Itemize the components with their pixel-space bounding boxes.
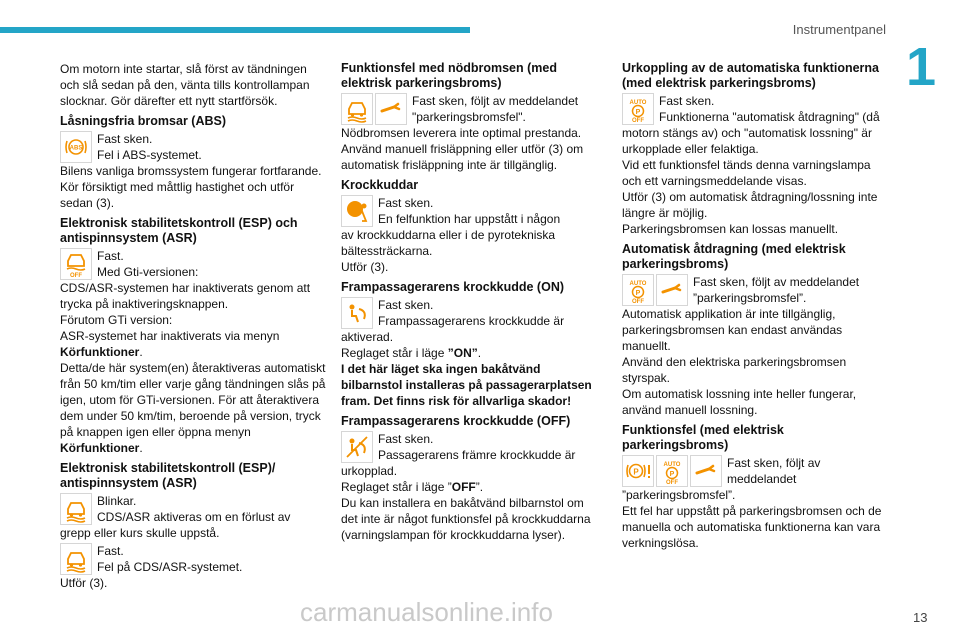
passenger-airbag-on-row <box>341 297 599 329</box>
epb-fault-body-1: ”parkeringsbromsfel”. <box>622 488 736 502</box>
epb-fault-row <box>622 455 888 487</box>
column-1 <box>60 61 328 591</box>
esp-blink-body: grepp eller kurs skulle uppstå. <box>60 526 220 540</box>
airbag-body: av krockkuddarna eller i de pyrotekniska bältessträckarna. <box>341 228 556 258</box>
auto-off-desc: Funktionerna "automatisk åtdragning" (då <box>659 110 880 124</box>
passenger-airbag-off-body-3: Du kan installera en bakåtvänd bilbarnstol om det inte är något funktionsfel på krockkuddarna (varningslampan för krockkuddarna lyser). <box>341 496 591 542</box>
passenger-airbag-on-icon <box>341 297 373 329</box>
parking-brake-fault-icon <box>622 455 654 487</box>
watermark: carmanualsonline.info <box>300 597 553 627</box>
esp-off-body-1: CDS/ASR-systemen har inaktiverats genom att trycka på inaktiveringsknappen. <box>60 281 311 311</box>
esp-fixed-desc: Fel på CDS/ASR-systemet. <box>97 560 243 574</box>
auto-off-icon <box>622 274 654 306</box>
auto-apply-row <box>622 274 888 306</box>
svg-text:P: P <box>633 467 639 477</box>
airbag-desc: En felfunktion har uppstått i någon <box>378 212 561 226</box>
esp-asr-2-heading: Elektronisk stabilitetskontroll (ESP)/ antispinnsystem (ASR) <box>60 461 276 490</box>
airbag-body-2: Utför (3). <box>341 260 389 274</box>
esp-asr-heading: Elektronisk stabilitetskontroll (ESP) och antispinnsystem (ASR) <box>60 216 298 245</box>
parking-brake-auto-off-icon <box>656 455 688 487</box>
svg-text:ABS: ABS <box>69 145 83 152</box>
epb-fault-heading: Funktionsfel (med elektrisk parkeringsbroms) <box>622 423 784 452</box>
auto-off-icon <box>622 93 654 125</box>
abs-status: Fast sken. <box>97 132 153 146</box>
wrench-icon <box>690 455 722 487</box>
auto-off-body-1: motorn stängs av) och "automatisk lossning" är urkopplade eller felaktiga. <box>622 126 872 156</box>
esp-blink-desc: CDS/ASR aktiveras om en förlust av <box>97 510 291 524</box>
child-seat-warning: I det här läget ska ingen bakåtvänd bilbarnstol installeras på passagerarplatsen fram. Det finns risk för allvarliga skador! <box>341 362 592 408</box>
esp-fixed-status: Fast. <box>97 544 124 558</box>
chapter-number: 1 <box>906 37 937 97</box>
intro-text: Om motorn inte startar, slå först av tändningen och slå sedan på den, vänta tills kontrollampan slocknar. Gör därefter ett nytt startförsök. <box>60 62 310 108</box>
emergency-brake-heading: Funktionsfel med nödbromsen (med elektrisk parkeringsbroms) <box>341 61 557 90</box>
header-accent-bar <box>0 27 470 33</box>
auto-off-body-3: Utför (3) om automatisk åtdragning/lossning inte längre är möjlig. <box>622 190 878 220</box>
auto-off-body-4: Parkeringsbromsen kan lossas manuellt. <box>622 222 839 236</box>
esp-off-status: Fast. <box>97 249 124 263</box>
esp-off-row <box>60 248 328 280</box>
airbag-icon <box>341 195 373 227</box>
passenger-airbag-off-body-2: Reglaget står i läge ”OFF”. <box>341 480 484 494</box>
passenger-airbag-off-row <box>341 431 599 463</box>
auto-apply-heading: Automatisk åtdragning (med elektrisk parkeringsbroms) <box>622 242 846 271</box>
airbag-heading: Krockkuddar <box>341 178 419 192</box>
column-3 <box>622 61 888 551</box>
esp-fixed-row <box>60 543 328 575</box>
airbag-row <box>341 195 599 227</box>
column-2 <box>341 61 599 543</box>
passenger-airbag-off-status: Fast sken. <box>378 432 434 446</box>
svg-text:OFF: OFF <box>70 273 82 278</box>
abs-heading: Låsningsfria bromsar (ABS) <box>60 114 227 128</box>
esp-off-icon <box>60 248 92 280</box>
abs-body: Bilens vanliga bromssystem fungerar fortfarande. Kör försiktigt med måttlig hastighet och utför sedan (3). <box>60 164 322 210</box>
auto-off-status: Fast sken. <box>659 94 715 108</box>
esp-icon <box>60 543 92 575</box>
emergency-brake-row <box>341 93 599 125</box>
passenger-airbag-off-icon <box>341 431 373 463</box>
esp-icon <box>341 93 373 125</box>
esp-blink-row <box>60 493 328 525</box>
auto-apply-body-1: Automatisk applikation är inte tillgänglig, parkeringsbromsen kan endast användas manuellt. <box>622 307 843 353</box>
esp-off-body-4: Detta/de här system(en) återaktiveras automatiskt från 50 km/tim eller varje gång tändningen slås på igen, utom för GTi-versionen. För att återaktivera dem under 50 km/tim, beroende på version, tryck på knappen igen eller öppna menyn Körfunktioner. <box>60 361 326 455</box>
section-title: Instrumentpanel <box>792 22 886 37</box>
abs-row <box>60 131 328 163</box>
esp-icon <box>60 493 92 525</box>
esp-off-body-3: ASR-systemet har inaktiverats via menyn Körfunktioner. <box>60 329 280 359</box>
esp-fixed-body: Utför (3). <box>60 576 108 590</box>
passenger-airbag-off-heading: Frampassagerarens krockkudde (OFF) <box>341 414 571 428</box>
esp-blink-status: Blinkar. <box>97 494 137 508</box>
esp-off-body-2: Förutom GTi version: <box>60 313 173 327</box>
page-number: 13 <box>913 610 928 625</box>
emergency-brake-body: Nödbromsen leverera inte optimal prestanda. Använd manuell frisläppning eller utför (3) om automatisk frisläppning inte är tillgänglig. <box>341 126 584 172</box>
auto-apply-status: Fast sken, följt av meddelandet ”parkeringsbromsfel”. <box>693 275 860 305</box>
passenger-airbag-on-desc: Frampassagerarens krockkudde är <box>378 314 565 328</box>
passenger-airbag-on-heading: Frampassagerarens krockkudde (ON) <box>341 280 565 294</box>
passenger-airbag-off-body-1: urkopplad. <box>341 464 398 478</box>
auto-off-body-2: Vid ett funktionsfel tänds denna varningslampa och ett varningsmeddelande visas. <box>622 158 871 188</box>
wrench-icon <box>375 93 407 125</box>
auto-apply-body-2: Använd den elektriska parkeringsbromsen styrspak. <box>622 355 847 385</box>
auto-off-row <box>622 93 888 125</box>
passenger-airbag-on-body-2: Reglaget står i läge ”ON”. <box>341 346 482 360</box>
abs-icon <box>60 131 92 163</box>
emergency-brake-status: Fast sken, följt av meddelandet "parkeringsbromsfel". <box>412 94 579 124</box>
epb-fault-status: Fast sken, följt av meddelandet <box>727 456 821 486</box>
passenger-airbag-on-status: Fast sken. <box>378 298 434 312</box>
epb-fault-body-2: Ett fel har uppstått på parkeringsbromsen och de manuella och automatiska funktionerna kan vara verkningslösa. <box>622 504 882 550</box>
wrench-icon <box>656 274 688 306</box>
auto-apply-body-3: Om automatisk lossning inte heller fungerar, använd manuell lossning. <box>622 387 857 417</box>
passenger-airbag-off-desc: Passagerarens främre krockkudde är <box>378 448 576 462</box>
passenger-airbag-on-body-1: aktiverad. <box>341 330 394 344</box>
esp-off-desc: Med Gti-versionen: <box>97 265 199 279</box>
airbag-status: Fast sken. <box>378 196 434 210</box>
auto-off-heading: Urkoppling av de automatiska funktionerna (med elektrisk parkeringsbroms) <box>622 61 879 90</box>
abs-desc: Fel i ABS-systemet. <box>97 148 202 162</box>
